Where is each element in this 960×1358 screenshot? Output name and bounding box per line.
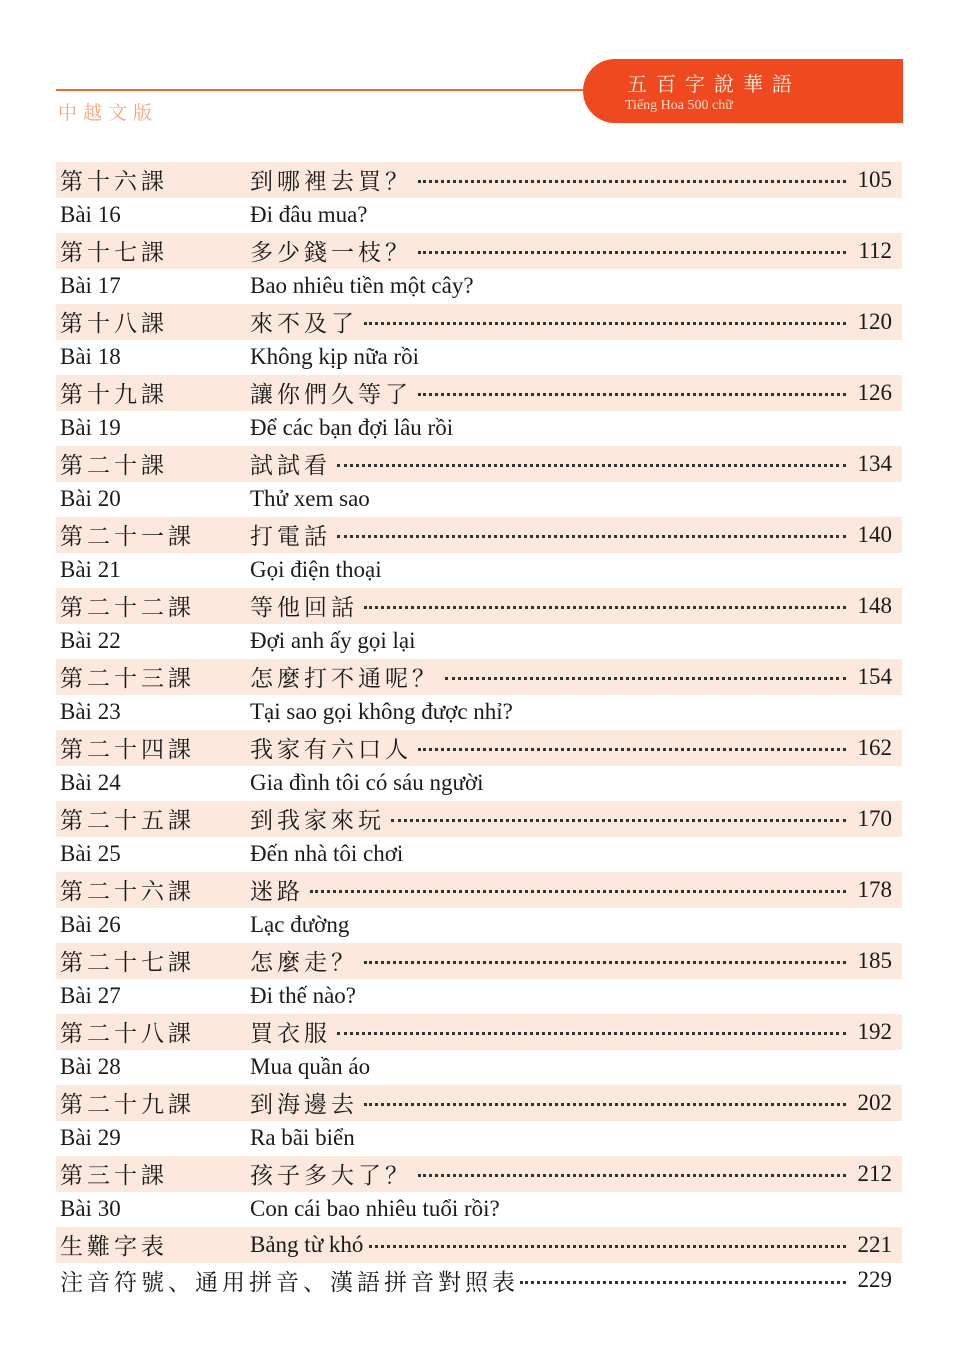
lesson-title-cn: 怎麼走？ bbox=[250, 950, 358, 977]
lesson-entry bbox=[250, 1054, 892, 1080]
lesson-title-vn: Đến nhà tôi chơi bbox=[250, 841, 404, 867]
lesson-entry bbox=[250, 589, 892, 622]
lesson-entry bbox=[250, 1125, 892, 1151]
lesson-entry bbox=[250, 731, 892, 764]
lesson-number-cn: 第二十九課 bbox=[60, 1092, 195, 1119]
page-number: 126 bbox=[857, 379, 892, 405]
page-number: 178 bbox=[857, 876, 892, 902]
lesson-number-vn: Bài 28 bbox=[60, 1054, 121, 1080]
lesson-title-cn: 孩子多大了？ bbox=[250, 1163, 412, 1190]
page-number: 154 bbox=[857, 663, 892, 689]
dot-leader bbox=[337, 464, 846, 467]
lesson-entry bbox=[250, 163, 892, 196]
lesson-entry bbox=[250, 447, 892, 480]
lesson-number-vn: Bài 17 bbox=[60, 273, 121, 299]
lesson-number-cn: 第二十二課 bbox=[60, 595, 195, 622]
lesson-title-cn: 打電話 bbox=[250, 524, 331, 551]
lesson-entry bbox=[250, 376, 892, 409]
dot-leader bbox=[364, 1103, 846, 1106]
page-number: 212 bbox=[857, 1160, 892, 1186]
toc-row-chinese[interactable] bbox=[56, 375, 902, 411]
dot-leader bbox=[418, 748, 846, 751]
lesson-entry bbox=[250, 628, 892, 654]
lesson-title-vn: Thử xem sao bbox=[250, 486, 370, 512]
dot-leader bbox=[364, 322, 846, 325]
lesson-number-vn: Bài 26 bbox=[60, 912, 121, 938]
lesson-title-vn: Đi đâu mua? bbox=[250, 202, 368, 228]
page-number: 112 bbox=[858, 237, 892, 263]
lesson-entry bbox=[250, 1157, 892, 1190]
phonetic-table-label: 注音符號、通用拼音、漢語拼音對照表 bbox=[60, 1269, 519, 1296]
lesson-title-cn: 等他回話 bbox=[250, 595, 358, 622]
lesson-number-cn: 第二十一課 bbox=[60, 524, 195, 551]
lesson-entry bbox=[250, 234, 892, 267]
lesson-entry bbox=[250, 1086, 892, 1119]
lesson-entry bbox=[250, 770, 892, 796]
lesson-title-cn: 買衣服 bbox=[250, 1021, 331, 1048]
toc-row-vietnamese[interactable] bbox=[56, 411, 902, 447]
page-number: 148 bbox=[857, 592, 892, 618]
lesson-entry bbox=[250, 202, 892, 228]
lesson-title-cn: 到海邊去 bbox=[250, 1092, 358, 1119]
lesson-entry bbox=[250, 699, 892, 725]
lesson-title-vn: Mua quần áo bbox=[250, 1054, 371, 1080]
lesson-entry bbox=[250, 873, 892, 906]
lesson-number-vn: Bài 27 bbox=[60, 983, 121, 1009]
lesson-title-cn: 怎麼打不通呢？ bbox=[250, 666, 439, 693]
toc-row-vietnamese[interactable] bbox=[56, 1192, 902, 1228]
toc-row-vietnamese[interactable] bbox=[56, 908, 902, 944]
dot-leader bbox=[364, 606, 846, 609]
lesson-entry bbox=[250, 1015, 892, 1048]
lesson-number-cn: 第十八課 bbox=[60, 311, 168, 338]
dot-leader bbox=[445, 677, 846, 680]
lesson-title-cn: 多少錢一枝？ bbox=[250, 240, 412, 267]
page-number: 170 bbox=[857, 805, 892, 831]
toc-row-chinese[interactable] bbox=[56, 304, 902, 340]
lesson-entry bbox=[250, 841, 892, 867]
dot-leader bbox=[310, 890, 846, 893]
lesson-title-vn: Lạc đường bbox=[250, 912, 350, 938]
lesson-title-vn: Đợi anh ấy gọi lại bbox=[250, 628, 416, 654]
lesson-entry bbox=[250, 660, 892, 693]
dot-leader bbox=[418, 180, 846, 183]
lesson-title-cn: 來不及了 bbox=[250, 311, 358, 338]
lesson-title-vn: Gia đình tôi có sáu người bbox=[250, 770, 484, 796]
lesson-number-cn: 第二十四課 bbox=[60, 737, 195, 764]
toc-row-chinese[interactable] bbox=[56, 1014, 902, 1050]
lesson-title-vn: Bao nhiêu tiền một cây? bbox=[250, 273, 474, 299]
toc-row-vietnamese[interactable] bbox=[56, 1050, 902, 1086]
book-title-badge bbox=[583, 59, 903, 123]
lesson-title-cn: 試試看 bbox=[250, 453, 331, 480]
dot-leader bbox=[418, 251, 846, 254]
lesson-number-cn: 第十七課 bbox=[60, 240, 168, 267]
lesson-title-vn: Để các bạn đợi lâu rồi bbox=[250, 415, 454, 441]
page-number: 162 bbox=[857, 734, 892, 760]
lesson-number-vn: Bài 24 bbox=[60, 770, 121, 796]
lesson-entry bbox=[250, 802, 892, 835]
dot-leader bbox=[391, 819, 846, 822]
toc-row-vietnamese[interactable] bbox=[56, 1121, 902, 1157]
toc-row-glossary[interactable] bbox=[56, 1227, 902, 1263]
lesson-number-vn: Bài 19 bbox=[60, 415, 121, 441]
toc-row-vietnamese[interactable] bbox=[56, 695, 902, 731]
lesson-entry bbox=[250, 344, 892, 370]
toc-row-vietnamese[interactable] bbox=[56, 553, 902, 589]
lesson-number-vn: Bài 29 bbox=[60, 1125, 121, 1151]
dot-leader bbox=[418, 393, 846, 396]
lesson-number-cn: 第三十課 bbox=[60, 1163, 168, 1190]
page-number: 202 bbox=[857, 1089, 892, 1115]
book-subtitle: Tiếng Hoa 500 chữ bbox=[625, 98, 733, 113]
edition-label: 中越文版 bbox=[58, 102, 159, 124]
toc-row-chinese[interactable] bbox=[56, 233, 902, 269]
lesson-entry bbox=[250, 305, 892, 338]
glossary-entry bbox=[250, 1232, 892, 1258]
page-number: 185 bbox=[857, 947, 892, 973]
dot-leader bbox=[520, 1281, 846, 1284]
toc-row-vietnamese[interactable] bbox=[56, 482, 902, 518]
page-number: 134 bbox=[857, 450, 892, 476]
toc-row-chinese[interactable] bbox=[56, 162, 902, 198]
lesson-number-vn: Bài 25 bbox=[60, 841, 121, 867]
toc-row-vietnamese[interactable] bbox=[56, 198, 902, 234]
lesson-number-cn: 第十九課 bbox=[60, 382, 168, 409]
lesson-number-vn: Bài 22 bbox=[60, 628, 121, 654]
lesson-title-vn: Con cái bao nhiêu tuổi rồi? bbox=[250, 1196, 500, 1222]
lesson-entry bbox=[250, 1196, 892, 1222]
lesson-entry bbox=[250, 518, 892, 551]
toc-row-vietnamese[interactable] bbox=[56, 766, 902, 802]
lesson-number-vn: Bài 21 bbox=[60, 557, 121, 583]
toc-row-chinese[interactable] bbox=[56, 801, 902, 837]
lesson-number-vn: Bài 20 bbox=[60, 486, 121, 512]
lesson-number-vn: Bài 18 bbox=[60, 344, 121, 370]
toc-row-chinese[interactable] bbox=[56, 1085, 902, 1121]
page-number: 221 bbox=[857, 1231, 892, 1257]
lesson-number-cn: 第二十課 bbox=[60, 453, 168, 480]
page-number: 140 bbox=[857, 521, 892, 547]
lesson-title-cn: 讓你們久等了 bbox=[250, 382, 412, 409]
toc-row-vietnamese[interactable] bbox=[56, 837, 902, 873]
lesson-title-cn: 迷路 bbox=[250, 879, 304, 906]
toc-row-vietnamese[interactable] bbox=[56, 269, 902, 305]
lesson-entry bbox=[250, 415, 892, 441]
lesson-title-vn: Ra bãi biển bbox=[250, 1125, 355, 1151]
lesson-number-vn: Bài 30 bbox=[60, 1196, 121, 1222]
table-of-contents bbox=[56, 162, 902, 1298]
toc-row-chinese[interactable] bbox=[56, 943, 902, 979]
lesson-title-vn: Đi thế nào? bbox=[250, 983, 357, 1009]
lesson-entry bbox=[250, 912, 892, 938]
lesson-number-cn: 第二十八課 bbox=[60, 1021, 195, 1048]
page-number: 229 bbox=[857, 1267, 892, 1293]
lesson-number-cn: 第二十七課 bbox=[60, 950, 195, 977]
dot-leader bbox=[337, 1032, 846, 1035]
toc-row-chinese[interactable] bbox=[56, 1156, 902, 1192]
lesson-number-cn: 第十六課 bbox=[60, 169, 168, 196]
lesson-entry bbox=[250, 983, 892, 1009]
dot-leader bbox=[369, 1245, 845, 1248]
lesson-number-cn: 第二十五課 bbox=[60, 808, 195, 835]
toc-row-vietnamese[interactable] bbox=[56, 340, 902, 376]
lesson-entry bbox=[250, 557, 892, 583]
toc-row-chinese[interactable] bbox=[56, 588, 902, 624]
lesson-entry bbox=[250, 944, 892, 977]
toc-row-vietnamese[interactable] bbox=[56, 979, 902, 1015]
lesson-title-vn: Gọi điện thoại bbox=[250, 557, 382, 583]
page-number: 105 bbox=[857, 166, 892, 192]
lesson-title-cn: 我家有六口人 bbox=[250, 737, 412, 764]
page-number: 192 bbox=[857, 1018, 892, 1044]
lesson-title-vn: Tại sao gọi không được nhỉ? bbox=[250, 699, 513, 725]
glossary-label-cn: 生難字表 bbox=[60, 1234, 168, 1261]
lesson-number-vn: Bài 16 bbox=[60, 202, 121, 228]
dot-leader bbox=[364, 961, 846, 964]
page-number: 120 bbox=[857, 308, 892, 334]
phonetic-entry bbox=[506, 1267, 892, 1293]
lesson-title-vn: Không kịp nữa rồi bbox=[250, 344, 419, 370]
glossary-label-vn: Bảng từ khó bbox=[250, 1231, 364, 1257]
lesson-entry bbox=[250, 273, 892, 299]
toc-row-vietnamese[interactable] bbox=[56, 624, 902, 660]
book-title: 五百字說華語 bbox=[627, 72, 801, 96]
toc-row-chinese[interactable] bbox=[56, 730, 902, 766]
toc-row-chinese[interactable] bbox=[56, 872, 902, 908]
toc-row-chinese[interactable] bbox=[56, 659, 902, 695]
lesson-number-cn: 第二十六課 bbox=[60, 879, 195, 906]
toc-row-chinese[interactable] bbox=[56, 446, 902, 482]
lesson-title-cn: 到哪裡去買？ bbox=[250, 169, 412, 196]
toc-row-phonetic-table[interactable] bbox=[56, 1263, 902, 1299]
dot-leader bbox=[418, 1174, 846, 1177]
toc-row-chinese[interactable] bbox=[56, 517, 902, 553]
lesson-entry bbox=[250, 486, 892, 512]
header-rule bbox=[56, 89, 616, 91]
lesson-title-cn: 到我家來玩 bbox=[250, 808, 385, 835]
lesson-number-vn: Bài 23 bbox=[60, 699, 121, 725]
dot-leader bbox=[337, 535, 846, 538]
lesson-number-cn: 第二十三課 bbox=[60, 666, 195, 693]
